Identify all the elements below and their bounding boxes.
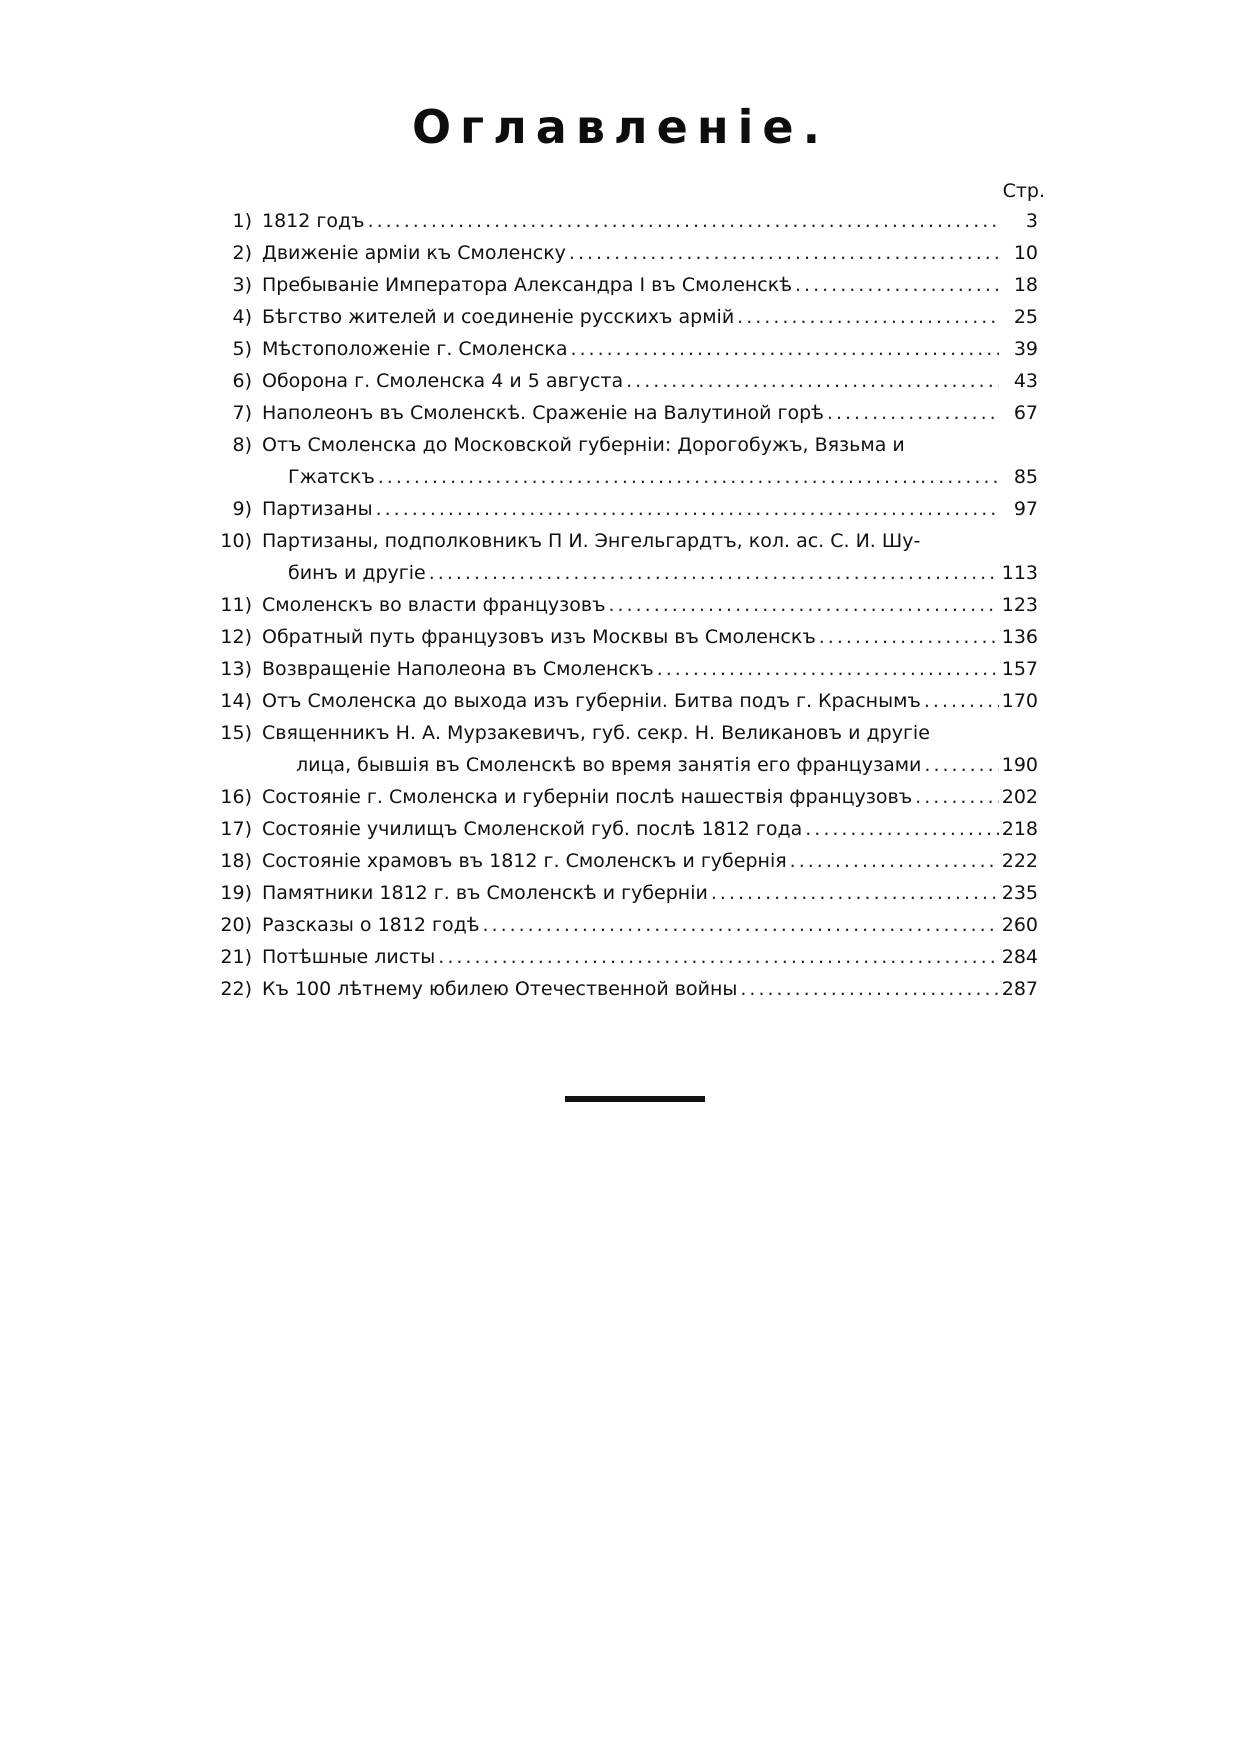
toc-entry-page: 157 [1001, 658, 1038, 680]
toc-entry [200, 845, 1038, 877]
toc-entry [200, 973, 1038, 1005]
toc-entry-body [262, 781, 1038, 813]
toc-entry-number: 7) [232, 402, 252, 424]
toc-entry-page: 136 [1001, 626, 1038, 648]
toc-entry-line [262, 909, 1038, 941]
toc-entry-body [262, 301, 1038, 333]
toc-entry-number: 10) [220, 530, 252, 552]
toc-entry-title: Гжатскъ [288, 466, 375, 488]
dot-leader [368, 205, 999, 237]
toc-entry-page: 113 [1001, 562, 1038, 584]
page-title: Оглавленіе. [411, 100, 830, 154]
toc-entry-page: 190 [1001, 754, 1038, 776]
toc-entry-body [262, 621, 1038, 653]
dot-leader [740, 973, 998, 1005]
toc-entry-body [262, 589, 1038, 621]
dot-leader [737, 301, 999, 333]
toc-entry-page: 97 [1013, 498, 1038, 520]
toc-entry [200, 429, 1038, 493]
toc-entry-title: Наполеонъ въ Смоленскѣ. Сраженіе на Валутиной горѣ [262, 402, 824, 424]
dot-leader [376, 493, 999, 525]
toc-entry [200, 365, 1038, 397]
toc-entry-title: Состояніе г. Смоленска и губерніи послѣ нашествія французовъ [262, 786, 913, 808]
toc-entry-line [262, 397, 1038, 429]
dot-leader [924, 749, 998, 781]
toc-entry [200, 781, 1038, 813]
toc-entry [200, 493, 1038, 525]
toc-entry-title: Движеніе арміи къ Смоленску [262, 242, 566, 264]
toc-entry-number: 8) [232, 434, 252, 456]
toc-entry-title: лица, бывшія въ Смоленскѣ во время занятія его французами [296, 754, 922, 776]
toc-entry-title: Памятники 1812 г. въ Смоленскѣ и губерніи [262, 882, 708, 904]
toc-entry-title: 1812 годъ [262, 210, 365, 232]
dot-leader [805, 813, 999, 845]
toc-entry-page: 18 [1013, 274, 1038, 296]
toc-entry-page: 260 [1001, 914, 1038, 936]
toc-entry-title: Бѣгство жителей и соединеніе русскихъ армій [262, 306, 735, 328]
toc-entry-number: 12) [220, 626, 252, 648]
toc-entry-page: 10 [1013, 242, 1038, 264]
dot-leader [626, 365, 999, 397]
toc-entry-line [262, 493, 1038, 525]
toc-entry-title: Партизаны [262, 498, 373, 520]
toc-entry-page: 25 [1013, 306, 1038, 328]
toc-entry-page: 287 [1001, 978, 1038, 1000]
dot-leader [924, 685, 999, 717]
toc-entry-line [262, 301, 1038, 333]
toc-entry-number: 15) [220, 722, 252, 744]
toc-entry-number: 2) [232, 242, 252, 264]
toc-entry-page: 85 [1013, 466, 1038, 488]
toc-entry-title: бинъ и другіе [288, 562, 426, 584]
toc-entry-line [262, 589, 1038, 621]
toc-entry [200, 941, 1038, 973]
toc-entry-title: Партизаны, подполковникъ П И. Энгельгардтъ, кол. ас. С. И. Шу- [262, 530, 921, 552]
toc-entry-page: 235 [1001, 882, 1038, 904]
toc-entry-line [262, 845, 1038, 877]
toc-entry [200, 397, 1038, 429]
toc-entry-title: Потѣшные листы [262, 946, 436, 968]
toc-entry-line [262, 333, 1038, 365]
toc-entry-page: 222 [1001, 850, 1038, 872]
toc-entry-number: 13) [220, 658, 252, 680]
toc-entry-page: 43 [1013, 370, 1038, 392]
toc-entry-number: 20) [220, 914, 252, 936]
toc-entry-line [262, 781, 1038, 813]
toc-entry-number: 3) [232, 274, 252, 296]
toc-entry-line [262, 749, 1038, 781]
toc-entry-number: 5) [232, 338, 252, 360]
toc-entry-line [262, 685, 1038, 717]
toc-entry-line [262, 653, 1038, 685]
toc-entry-body [262, 269, 1038, 301]
toc-entry-line [262, 365, 1038, 397]
toc-entry [200, 205, 1038, 237]
toc-entry-title: Отъ Смоленска до Московской губерніи: Дорогобужъ, Вязьма и [262, 434, 905, 456]
toc-entry-title: Состояніе храмовъ въ 1812 г. Смоленскъ и губернія [262, 850, 787, 872]
toc-entry-title: Смоленскъ во власти французовъ [262, 594, 606, 616]
toc-entry-title: Оборона г. Смоленска 4 и 5 августа [262, 370, 624, 392]
toc-entry-number: 4) [232, 306, 252, 328]
toc-entry-line [262, 813, 1038, 845]
closing-rule [565, 1096, 705, 1102]
toc-entry-title: Пребываніе Императора Александра I въ Смоленскѣ [262, 274, 792, 296]
table-of-contents [200, 205, 1038, 1005]
dot-leader [609, 589, 999, 621]
toc-entry-page: 123 [1001, 594, 1038, 616]
toc-entry-number: 6) [232, 370, 252, 392]
toc-entry-body [262, 877, 1038, 909]
toc-entry-title: Мѣстоположеніе г. Смоленска [262, 338, 568, 360]
dot-leader [819, 621, 999, 653]
toc-entry-title: Священникъ Н. А. Мурзакевичъ, губ. секр. Н. Великановъ и другіе [262, 722, 930, 744]
toc-entry [200, 333, 1038, 365]
toc-entry-page: 202 [1001, 786, 1038, 808]
toc-entry-line [262, 525, 1038, 557]
dot-leader [569, 237, 999, 269]
toc-entry-line [262, 621, 1038, 653]
toc-entry-line [262, 877, 1038, 909]
toc-entry-page: 218 [1001, 818, 1038, 840]
toc-entry-body [262, 973, 1038, 1005]
toc-entry-title: Возвращеніе Наполеона въ Смоленскъ [262, 658, 654, 680]
toc-entry-number: 21) [220, 946, 252, 968]
toc-entry-number: 18) [220, 850, 252, 872]
toc-entry-body [262, 941, 1038, 973]
dot-leader [915, 781, 999, 813]
toc-entry-line [262, 429, 1038, 461]
toc-entry [200, 269, 1038, 301]
toc-entry [200, 717, 1038, 781]
toc-entry-body [262, 397, 1038, 429]
toc-entry-body [262, 493, 1038, 525]
toc-entry-number: 22) [220, 978, 252, 1000]
toc-entry-body [262, 653, 1038, 685]
dot-leader [790, 845, 999, 877]
toc-entry [200, 685, 1038, 717]
toc-entry-body [262, 205, 1038, 237]
toc-entry-line [262, 269, 1038, 301]
dot-leader [795, 269, 999, 301]
toc-entry [200, 525, 1038, 589]
toc-entry-line [262, 461, 1038, 493]
toc-entry [200, 813, 1038, 845]
toc-entry-title: Разсказы о 1812 годѣ [262, 914, 480, 936]
toc-entry-page: 39 [1013, 338, 1038, 360]
toc-entry-line [262, 205, 1038, 237]
toc-entry-page: 170 [1001, 690, 1038, 712]
toc-entry-number: 16) [220, 786, 252, 808]
toc-entry-title: Состояніе училищъ Смоленской губ. послѣ 1812 года [262, 818, 803, 840]
toc-entry-body [262, 813, 1038, 845]
toc-entry-line [262, 941, 1038, 973]
toc-entry-body [262, 717, 1038, 781]
toc-entry-number: 1) [232, 210, 252, 232]
toc-entry-title: Отъ Смоленска до выхода изъ губерніи. Битва подъ г. Краснымъ [262, 690, 921, 712]
toc-entry [200, 301, 1038, 333]
toc-entry-page: 284 [1001, 946, 1038, 968]
toc-entry-line [262, 237, 1038, 269]
toc-entry-line [262, 973, 1038, 1005]
toc-entry [200, 621, 1038, 653]
dot-leader [429, 557, 999, 589]
dot-leader [378, 461, 999, 493]
toc-entry-number: 14) [220, 690, 252, 712]
dot-leader [711, 877, 999, 909]
toc-entry-title: Къ 100 лѣтнему юбилею Отечественной войны [262, 978, 738, 1000]
toc-entry-body [262, 845, 1038, 877]
toc-entry-body [262, 685, 1038, 717]
toc-entry [200, 909, 1038, 941]
dot-leader [570, 333, 999, 365]
dot-leader [827, 397, 999, 429]
toc-entry-number: 9) [232, 498, 252, 520]
toc-entry-body [262, 909, 1038, 941]
toc-entry [200, 237, 1038, 269]
toc-entry-number: 17) [220, 818, 252, 840]
toc-entry-number: 19) [220, 882, 252, 904]
dot-leader [657, 653, 999, 685]
toc-entry-line [262, 717, 1038, 749]
toc-entry-page: 67 [1013, 402, 1038, 424]
dot-leader [482, 909, 998, 941]
toc-entry-line [262, 557, 1038, 589]
toc-entry-title: Обратный путь французовъ изъ Москвы въ Смоленскъ [262, 626, 816, 648]
toc-entry [200, 653, 1038, 685]
toc-entry-body [262, 333, 1038, 365]
toc-entry-body [262, 237, 1038, 269]
toc-entry-body [262, 525, 1038, 589]
toc-entry [200, 877, 1038, 909]
toc-entry-body [262, 365, 1038, 397]
toc-entry-number: 11) [220, 594, 252, 616]
dot-leader [438, 941, 998, 973]
toc-entry-page: 3 [1025, 210, 1038, 232]
page-column-label: Стр. [1002, 180, 1045, 202]
toc-entry-body [262, 429, 1038, 493]
toc-entry [200, 589, 1038, 621]
